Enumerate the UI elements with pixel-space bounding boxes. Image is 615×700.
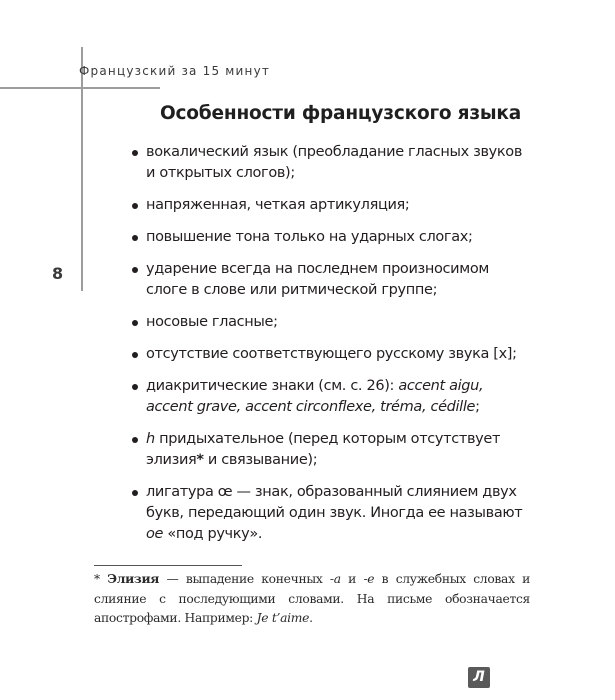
footnote-text: . xyxy=(309,611,313,625)
footnote-text: и xyxy=(340,572,364,586)
item-text: придыхательное (перед которым отсутствует элизия xyxy=(146,431,501,468)
bullet-icon xyxy=(132,235,138,241)
item-text: носовые гласные; xyxy=(146,314,278,330)
bullet-icon xyxy=(132,150,138,156)
vertical-rule xyxy=(81,47,83,291)
bullet-icon xyxy=(132,203,138,209)
footnote-text: — выпадение конечных xyxy=(159,572,330,586)
item-italic-text: h xyxy=(146,431,155,447)
item-italic-text: accent aigu, accent grave, accent circonflexe, tréma, cédille xyxy=(146,378,484,415)
features-list xyxy=(132,142,527,556)
footnote-italic: -a xyxy=(329,572,341,586)
section-title: Особенности французского языка xyxy=(160,103,522,124)
running-header: Французский за 15 минут xyxy=(79,64,271,78)
item-text: повышение тона только на ударных слогах; xyxy=(146,229,473,245)
item-text: напряженная, четкая артикуляция; xyxy=(146,197,410,213)
list-item xyxy=(132,482,527,545)
item-text: диакритические знаки (см. с. 26): xyxy=(146,378,399,394)
item-text: лигатура œ — знак, образованный слиянием двух букв, передающий один звук. Иногда ее называют xyxy=(146,484,523,521)
item-suffix: и связывание); xyxy=(203,452,318,468)
list-item xyxy=(132,312,527,333)
footnote-marker: * xyxy=(196,452,204,468)
list-item xyxy=(132,259,527,301)
bullet-icon xyxy=(132,320,138,326)
list-item xyxy=(132,429,527,471)
bullet-icon xyxy=(132,490,138,496)
footnote-term: Элизия xyxy=(107,571,160,586)
horizontal-rule xyxy=(0,87,160,89)
item-suffix: ; xyxy=(475,399,480,415)
bullet-icon xyxy=(132,267,138,273)
footnote-marker: * xyxy=(94,572,100,586)
footnote-rule xyxy=(94,565,242,566)
footnote-italic: -e xyxy=(363,572,375,586)
bullet-icon xyxy=(132,384,138,390)
list-item xyxy=(132,142,527,184)
footnote-example: Je t’aime xyxy=(256,611,310,625)
item-text: ударение всегда на последнем произносимом слоге в слове или ритмической группе; xyxy=(146,261,489,298)
bullet-icon xyxy=(132,352,138,358)
item-text: вокалический язык (преобладание гласных звуков и открытых слогов); xyxy=(146,144,523,181)
item-italic-text: oe xyxy=(146,526,164,542)
page-number: 8 xyxy=(52,264,64,283)
list-item xyxy=(132,195,527,216)
list-item xyxy=(132,376,527,418)
bullet-icon xyxy=(132,437,138,443)
publisher-logo-icon: Л xyxy=(468,667,490,688)
item-text: отсутствие соответствующего русскому звука [х]; xyxy=(146,346,517,362)
footnote xyxy=(94,569,530,629)
footnote-text: в служебных словах и слияние с последующими словами. На письме обозначается апострофами. Например: xyxy=(94,572,530,625)
list-item xyxy=(132,344,527,365)
item-suffix: «под ручку». xyxy=(163,526,263,542)
list-item xyxy=(132,227,527,248)
